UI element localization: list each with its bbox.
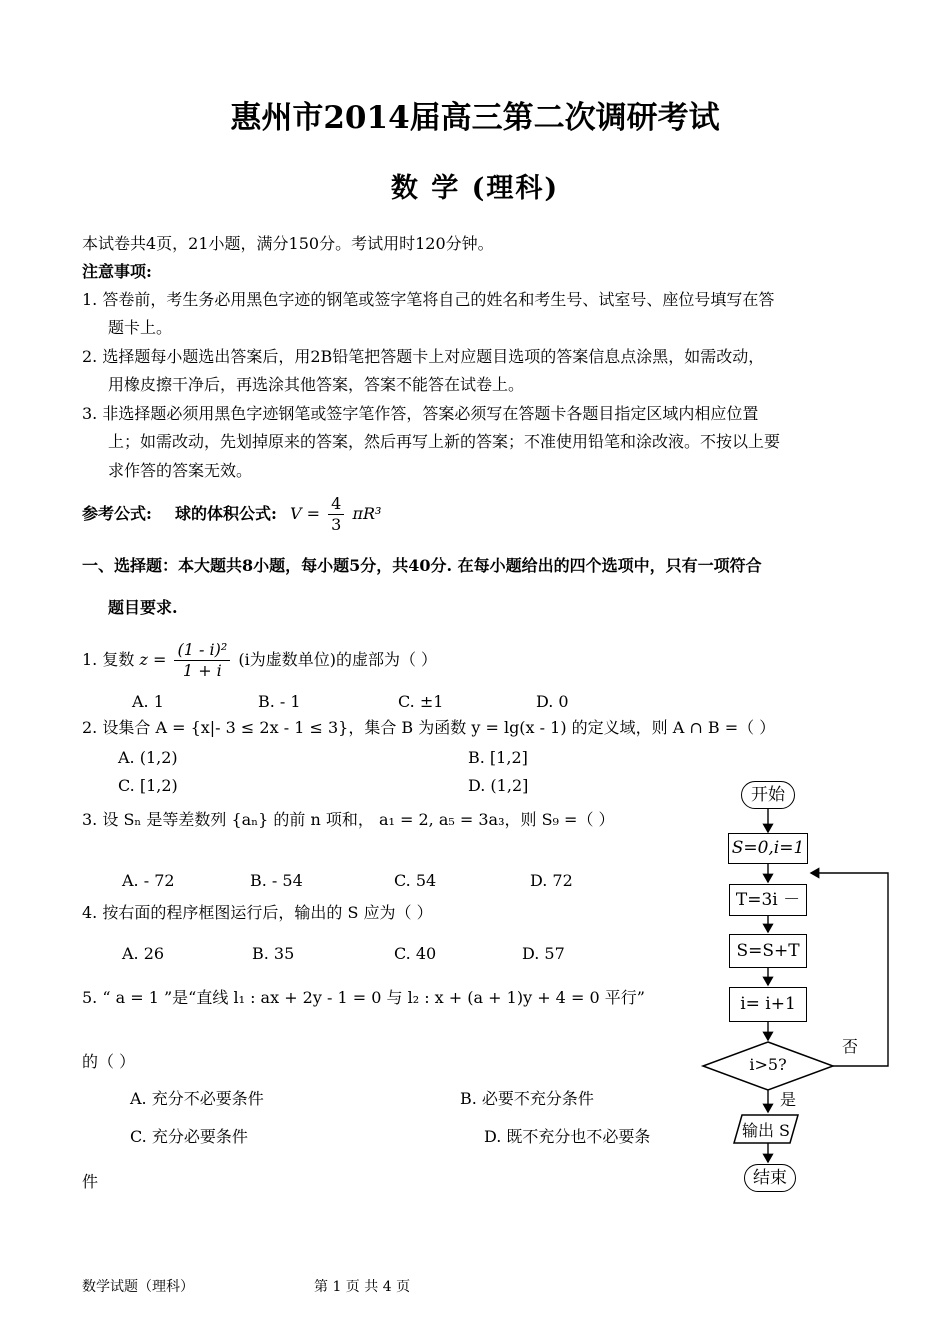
flowchart-start: 开始 bbox=[741, 781, 795, 809]
formula-label: 参考公式: bbox=[82, 504, 152, 523]
q1-prefix: 1. 复数 bbox=[82, 650, 135, 669]
q5-option-d: D. 既不充分也不必要条 bbox=[484, 1127, 651, 1146]
notice-item-2-line-1: 2. 选择题每小题选出答案后，用2B铅笔把答题卡上对应题目选项的答案信息点涂黑，如需改动， bbox=[82, 347, 765, 366]
q1-option-d: D. 0 bbox=[536, 692, 569, 711]
question-4: 4. 按右面的程序框图运行后，输出的 S 应为（ ） bbox=[82, 903, 433, 922]
flowchart-output: 输出 S bbox=[741, 1121, 791, 1140]
formula-numerator: 4 bbox=[328, 494, 344, 515]
q1-numerator: (1 - i)² bbox=[174, 640, 230, 661]
question-5: 5. “ a = 1 ”是“直线 l₁ : ax + 2y - 1 = 0 与 l₂ : x + (a + 1)y + 4 = 0 平行” bbox=[82, 988, 645, 1007]
q1-variable: z = bbox=[139, 650, 167, 669]
exam-subtitle: 数 学 (理科) bbox=[390, 173, 560, 204]
q1-option-b: B. - 1 bbox=[258, 692, 301, 711]
formula-lhs: V = bbox=[290, 504, 321, 523]
flowchart-step-t: T=3i － bbox=[729, 884, 807, 916]
flowchart-init: S=0,i=1 bbox=[728, 833, 808, 864]
q4-option-c: C. 40 bbox=[394, 944, 437, 963]
q5-option-a: A. 充分不必要条件 bbox=[130, 1089, 264, 1108]
notice-heading: 注意事项: bbox=[82, 262, 152, 281]
q1-option-c: C. ±1 bbox=[398, 692, 444, 711]
section-1-heading: 一、选择题：本大题共8小题，每小题5分，共40分. 在每小题给出的四个选项中，只有一项符合 bbox=[82, 556, 762, 575]
q5-option-c: C. 充分必要条件 bbox=[130, 1127, 248, 1146]
question-5-cont: 的（ ） bbox=[82, 1052, 136, 1071]
q1-denominator: 1 + i bbox=[182, 661, 222, 680]
question-3: 3. 设 Sₙ 是等差数列 {aₙ} 的前 n 项和， a₁ = 2, a₅ = 3a₃，则 S₉ =（ ） bbox=[82, 810, 615, 829]
q5-option-b: B. 必要不充分条件 bbox=[460, 1089, 594, 1108]
q3-option-a: A. - 72 bbox=[122, 871, 175, 890]
flowchart-condition: i>5? bbox=[749, 1055, 787, 1074]
q1-option-a: A. 1 bbox=[132, 692, 164, 711]
q2-option-a: A. (1,2) bbox=[118, 748, 178, 767]
notice-item-1-line-2: 题卡上。 bbox=[108, 318, 173, 337]
flowchart-yes-label: 是 bbox=[780, 1090, 797, 1109]
q2-option-b: B. [1,2] bbox=[468, 748, 528, 767]
formula-rhs: πR³ bbox=[352, 504, 382, 523]
q3-option-c: C. 54 bbox=[394, 871, 437, 890]
q2-option-c: C. [1,2) bbox=[118, 776, 178, 795]
intro-text: 本试卷共4页，21小题，满分150分。考试用时120分钟。 bbox=[82, 234, 494, 253]
question-2: 2. 设集合 A = {x|- 3 ≤ 2x - 1 ≤ 3}，集合 B 为函数 y = lg(x - 1) 的定义域，则 A ∩ B =（ ） bbox=[82, 718, 776, 737]
q3-option-b: B. - 54 bbox=[250, 871, 303, 890]
flowchart-end: 结束 bbox=[744, 1164, 796, 1192]
exam-title: 惠州市2014届高三第二次调研考试 bbox=[230, 100, 720, 136]
q1-suffix: (i为虚数单位)的虚部为（ ） bbox=[238, 650, 438, 669]
section-1-heading-cont: 题目要求. bbox=[108, 598, 178, 617]
q3-option-d: D. 72 bbox=[530, 871, 573, 890]
notice-item-3-line-1: 3. 非选择题必须用黑色字迹钢笔或签字笔作答，答案必须写在答题卡各题目指定区域内相应位置 bbox=[82, 404, 759, 423]
q4-option-a: A. 26 bbox=[122, 944, 165, 963]
flowchart-no-label: 否 bbox=[842, 1037, 859, 1056]
notice-item-1-line-1: 1. 答卷前，考生务必用黑色字迹的钢笔或签字笔将自己的姓名和考生号、试室号、座位号填写在答 bbox=[82, 290, 775, 309]
formula-name: 球的体积公式: bbox=[175, 504, 277, 523]
q4-option-d: D. 57 bbox=[522, 944, 565, 963]
q2-option-d: D. (1,2] bbox=[468, 776, 529, 795]
q4-option-b: B. 35 bbox=[252, 944, 295, 963]
formula-denominator: 3 bbox=[331, 515, 342, 534]
footer-subject: 数学试题（理科） bbox=[82, 1279, 194, 1295]
flowchart-step-s: S=S+T bbox=[729, 934, 807, 968]
notice-item-3-line-2: 上；如需改动，先划掉原来的答案，然后再写上新的答案；不准使用铅笔和涂改液。不按以上要 bbox=[108, 432, 781, 451]
flowchart-step-i: i= i+1 bbox=[729, 987, 807, 1022]
footer-page-number: 第 1 页 共 4 页 bbox=[314, 1279, 411, 1295]
notice-item-2-line-2: 用橡皮擦干净后，再选涂其他答案，答案不能答在试卷上。 bbox=[108, 375, 525, 394]
q5-option-d-tail: 件 bbox=[82, 1172, 99, 1191]
notice-item-3-line-3: 求作答的答案无效。 bbox=[108, 461, 253, 480]
